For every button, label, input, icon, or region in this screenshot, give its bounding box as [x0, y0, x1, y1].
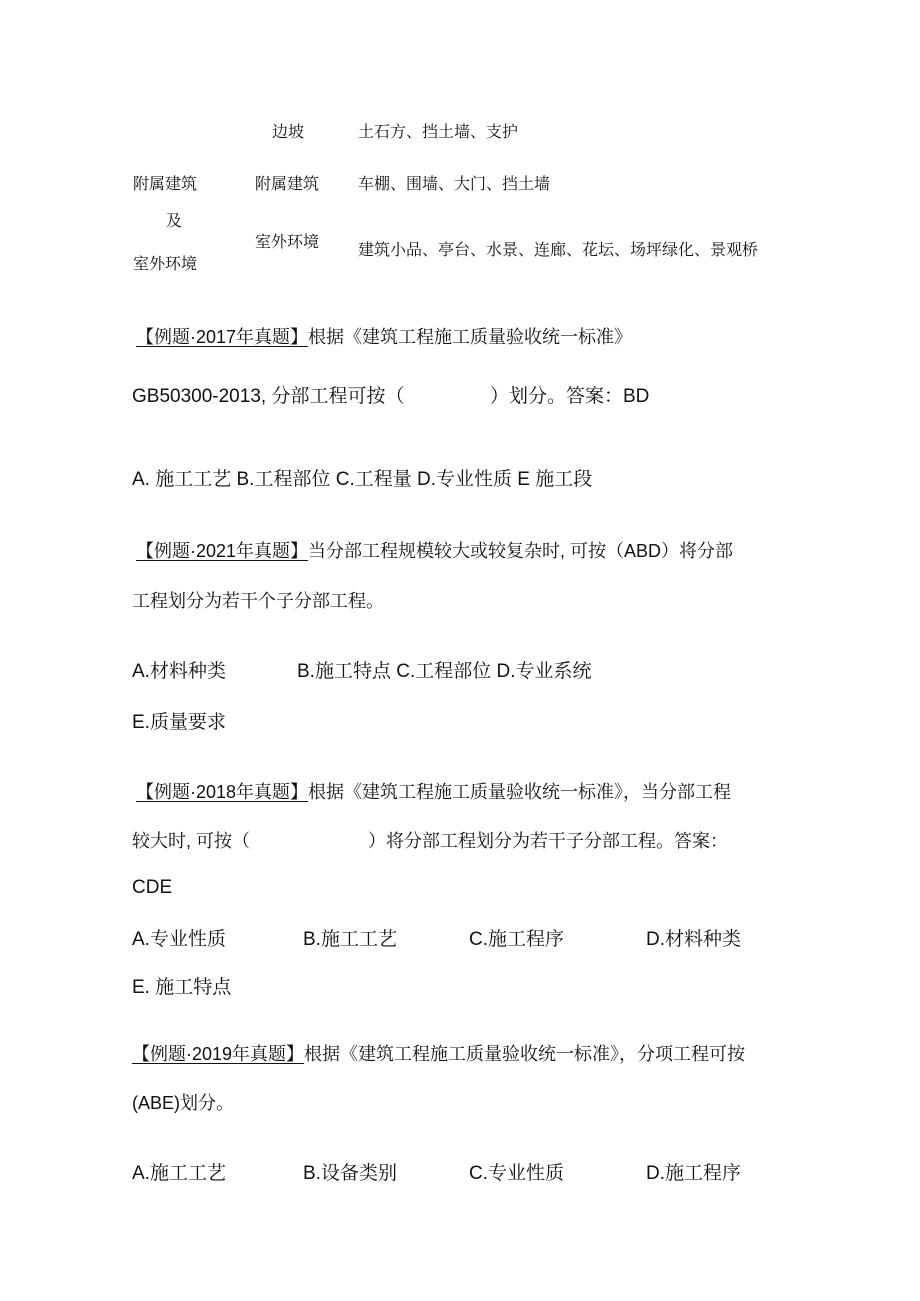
option-c: C.专业性质 — [469, 1163, 565, 1184]
question-text: 根据《建筑工程施工质量验收统一标准》，分项工程可按 — [304, 1044, 746, 1064]
option-d: D.施工程序 — [646, 1163, 742, 1184]
question-text: ）将分部工程划分为若干子分部工程。答案： — [368, 831, 728, 851]
subdivision-cell: 室外环境 — [255, 232, 320, 251]
option-bcd: B.施工特点 C.工程部位 D.专业系统 — [297, 661, 592, 682]
option-a: A.专业性质 — [132, 929, 226, 950]
option-e: E. 施工特点 — [132, 977, 232, 998]
option-e: E.质量要求 — [132, 712, 226, 733]
question-text: 较大时, 可按（ — [132, 831, 251, 851]
question-tag: 【例题·2019年真题】 — [132, 1044, 305, 1064]
item-cell: 土石方、挡土墙、支护 — [358, 122, 519, 141]
question-text: 根据《建筑工程施工质量验收统一标准》，当分部工程 — [308, 782, 732, 802]
question-text: 当分部工程规模较大或较复杂时, 可按（ABD）将分部 — [308, 541, 734, 561]
answer-text: CDE — [132, 877, 173, 898]
option-b: B.设备类别 — [303, 1163, 397, 1184]
question-text: 根据《建筑工程施工质量验收统一标准》 — [308, 327, 633, 347]
question-tag: 【例题·2018年真题】 — [136, 782, 309, 802]
division-cell: 附属建筑 — [133, 174, 198, 193]
question-text: 工程划分为若干个子分部工程。 — [132, 591, 384, 611]
option-c: C.施工程序 — [469, 929, 565, 950]
option-a: A.材料种类 — [132, 661, 226, 682]
subdivision-cell: 边坡 — [272, 122, 305, 141]
answer-text: ）划分。答案：BD — [490, 386, 650, 407]
item-cell: 车棚、围墙、大门、挡土墙 — [358, 174, 551, 193]
subdivision-cell: 附属建筑 — [255, 174, 320, 193]
question-tag: 【例题·2021年真题】 — [136, 541, 309, 561]
option-d: D.材料种类 — [646, 929, 742, 950]
options-line: A. 施工工艺 B.工程部位 C.工程量 D.专业性质 E 施工段 — [132, 469, 593, 490]
question-tag: 【例题·2017年真题】 — [136, 327, 309, 347]
question-text: (ABE)划分。 — [132, 1093, 235, 1113]
option-b: B.施工工艺 — [303, 929, 397, 950]
question-text: GB50300-2013, 分部工程可按（ — [132, 386, 405, 407]
division-cell: 及 — [166, 211, 183, 230]
division-cell: 室外环境 — [133, 254, 198, 273]
option-a: A.施工工艺 — [132, 1163, 226, 1184]
item-cell: 建筑小品、亭台、水景、连廊、花坛、场坪绿化、景观桥 — [358, 240, 759, 259]
